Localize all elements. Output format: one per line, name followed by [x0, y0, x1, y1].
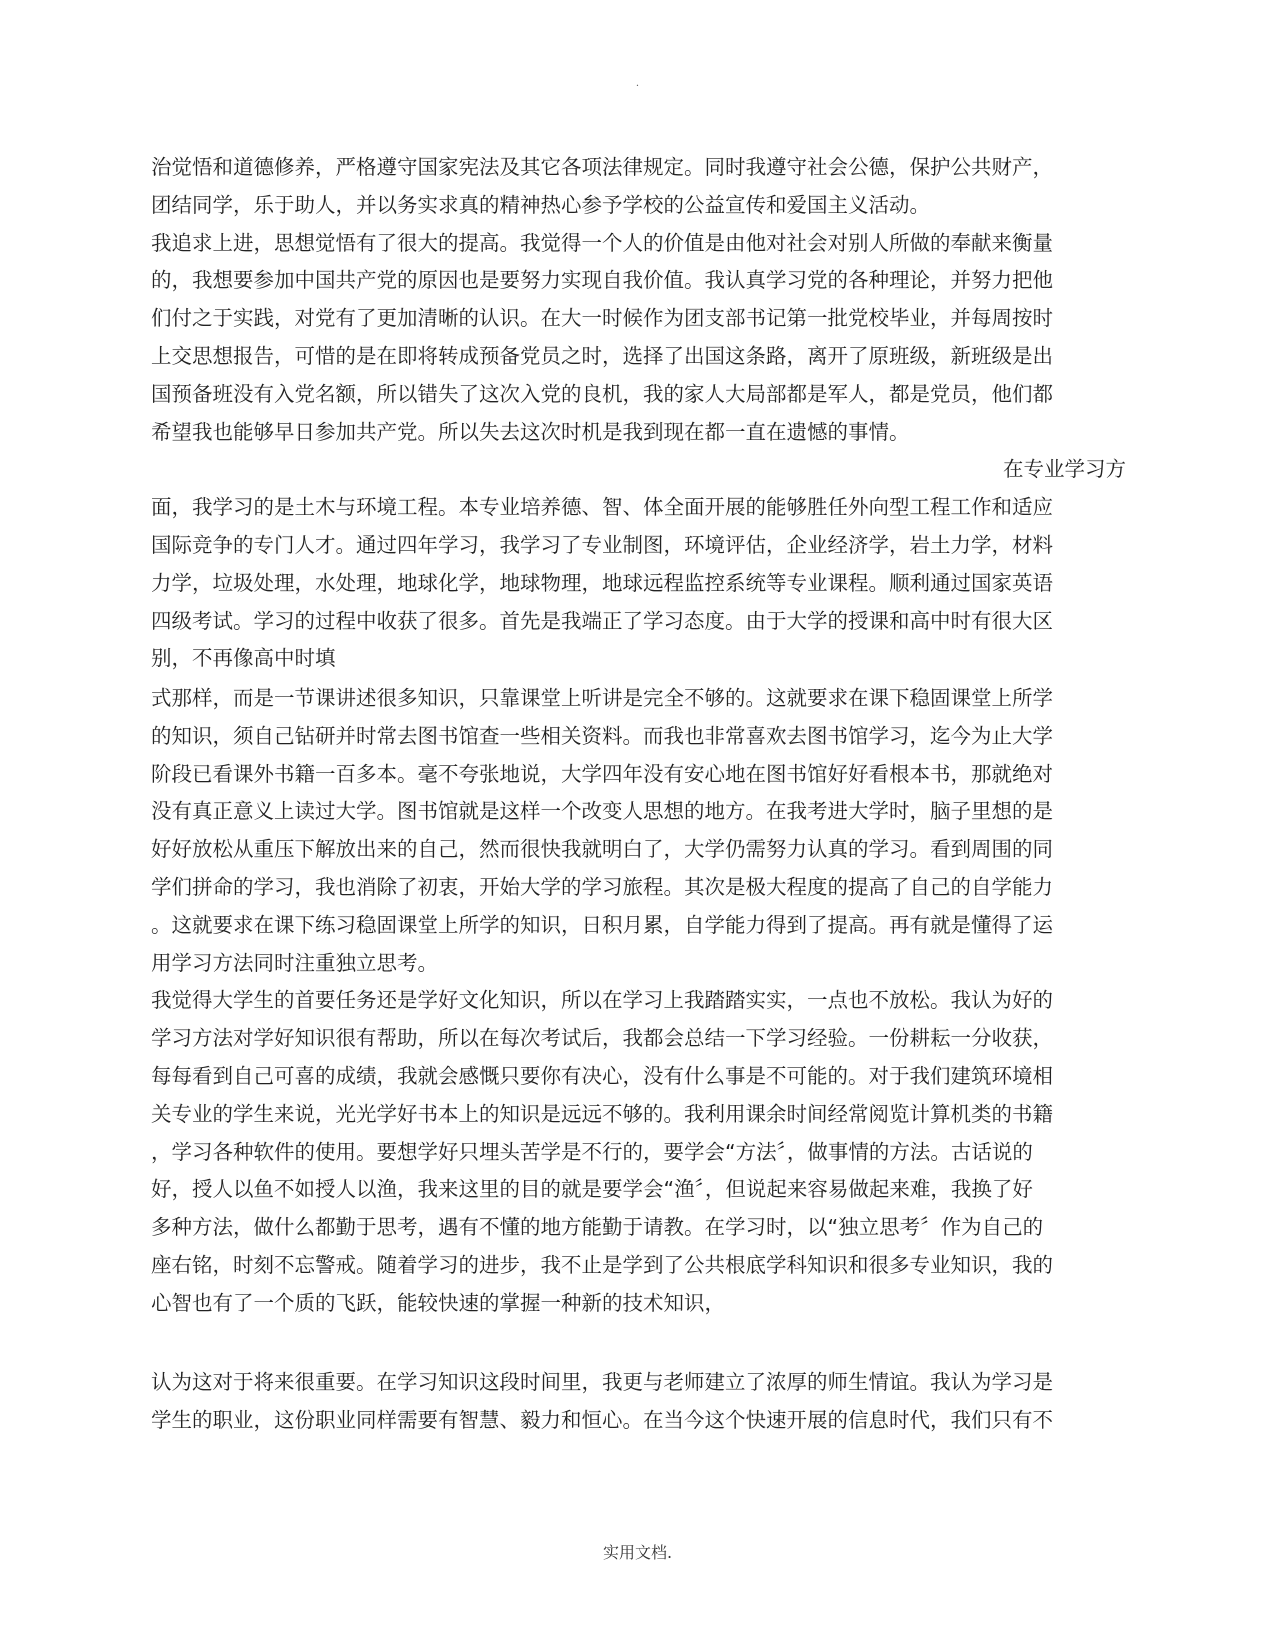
- paragraph-block-1: [151, 149, 1126, 678]
- text-line: 没有真正意义上读过大学。图书馆就是这样一个改变人思想的地方。在我考进大学时，脑子里想的是: [151, 799, 1053, 824]
- text-line: 的知识，须自己钻研并时常去图书馆查一些相关资料。而我也非常喜欢去图书馆学习，迄今为止大学: [151, 723, 1053, 748]
- text-line: 的，我想要参加中国共产党的原因也是要努力实现自我价值。我认真学习党的各种理论，并努力把他: [151, 268, 1053, 293]
- text-line: 别，不再像高中时填: [151, 646, 336, 671]
- text-line: 式那样，而是一节课讲述很多知识，只靠课堂上听讲是完全不够的。这就要求在课下稳固课堂上所学: [151, 686, 1053, 710]
- text-line: 学们拼命的学习，我也消除了初衷，开始大学的学习旅程。其次是极大程度的提高了自己的自学能力: [151, 874, 1053, 899]
- text-line: 四级考试。学习的过程中收获了很多。首先是我端正了学习态度。由于大学的授课和高中时有很大区: [151, 608, 1053, 633]
- text-line: 学生的职业，这份职业同样需要有智慧、毅力和恒心。在当今这个快速开展的信息时代，我们只有不: [151, 1407, 1053, 1432]
- text-line: 关专业的学生来说，光光学好书本上的知识是远远不够的。我利用课余时间经常阅览计算机类的书籍: [151, 1101, 1053, 1126]
- text-line: 希望我也能够早日参加共产党。所以失去这次时机是我到现在都一直在遗憾的事情。: [151, 419, 910, 444]
- text-line: 心智也有了一个质的飞跃，能较快速的掌握一种新的技术知识，: [151, 1290, 725, 1315]
- text-line: 。这就要求在课下练习稳固课堂上所学的知识，日积月累，自学能力得到了提高。再有就是懂得了运: [151, 912, 1053, 937]
- page-header-mark: .: [635, 78, 640, 89]
- text-line: 学习方法对学好知识很有帮助，所以在每次考试后，我都会总结一下学习经验。一份耕耘一分收获，: [151, 1026, 1053, 1051]
- text-line: 用学习方法同时注重独立思考。: [151, 950, 438, 975]
- text-line: 座右铭，时刻不忘警戒。随着学习的进步，我不止是学到了公共根底学科知识和很多专业知识，我的: [151, 1252, 1053, 1277]
- text-line: 阶段已看课外书籍一百多本。毫不夸张地说，大学四年没有安心地在图书馆好好看根本书，那就绝对: [151, 761, 1053, 786]
- text-line: 我追求上进，思想觉悟有了很大的提高。我觉得一个人的价值是由他对社会对别人所做的奉献来衡量: [151, 230, 1053, 255]
- text-line: 力学，垃圾处理，水处理，地球化学，地球物理，地球远程监控系统等专业课程。顺利通过国家英语: [151, 570, 1053, 595]
- text-line: 国际竞争的专门人才。通过四年学习，我学习了专业制图，环境评估，企业经济学，岩土力学，材料: [151, 532, 1053, 557]
- text-line: 好好放松从重压下解放出来的自己，然而很快我就明白了，大学仍需努力认真的学习。看到周围的同: [151, 837, 1053, 862]
- text-line: 每每看到自己可喜的成绩，我就会感慨只要你有决心，没有什么事是不可能的。对于我们建筑环境相: [151, 1063, 1053, 1088]
- text-line: 治觉悟和道德修养，严格遵守国家宪法及其它各项法律规定。同时我遵守社会公德，保护公共财产，: [151, 155, 1053, 179]
- text-line: 多种方法，做什么都勤于思考，遇有不懂的地方能勤于请教。在学习时，以“独立思考〞作为自己的: [151, 1215, 1044, 1240]
- text-line: 我觉得大学生的首要任务还是学好文化知识，所以在学习上我踏踏实实，一点也不放松。我认为好的: [151, 988, 1053, 1013]
- text-line: 认为这对于将来很重要。在学习知识这段时间里，我更与老师建立了浓厚的师生情谊。我认为学习是: [151, 1370, 1053, 1394]
- paragraph-block-3: [151, 1364, 1126, 1440]
- paragraph-block-2: [151, 680, 1126, 1323]
- text-line: 在专业学习方: [1003, 457, 1126, 482]
- text-line: 们付之于实践，对党有了更加清晰的认识。在大一时候作为团支部书记第一批党校毕业，并每周按时: [151, 306, 1053, 331]
- text-line: 面，我学习的是土木与环境工程。本专业培养德、智、体全面开展的能够胜任外向型工程工作和适应: [151, 495, 1053, 520]
- text-line: 国预备班没有入党名额，所以错失了这次入党的良机，我的家人大局部都是军人，都是党员，他们都: [151, 381, 1053, 406]
- text-line: 团结同学，乐于助人，并以务实求真的精神热心参予学校的公益宣传和爱国主义活动。: [151, 192, 930, 217]
- text-line: 上交思想报告，可惜的是在即将转成预备党员之时，选择了出国这条路，离开了原班级，新班级是出: [151, 343, 1053, 368]
- text-line: 好，授人以鱼不如授人以渔，我来这里的目的就是要学会“渔〞，但说起来容易做起来难，我换了好: [151, 1177, 1033, 1202]
- text-line: ，学习各种软件的使用。要想学好只埋头苦学是不行的，要学会“方法〞，做事情的方法。古话说的: [151, 1139, 1033, 1164]
- page-footer: 实用文档.: [602, 1543, 673, 1562]
